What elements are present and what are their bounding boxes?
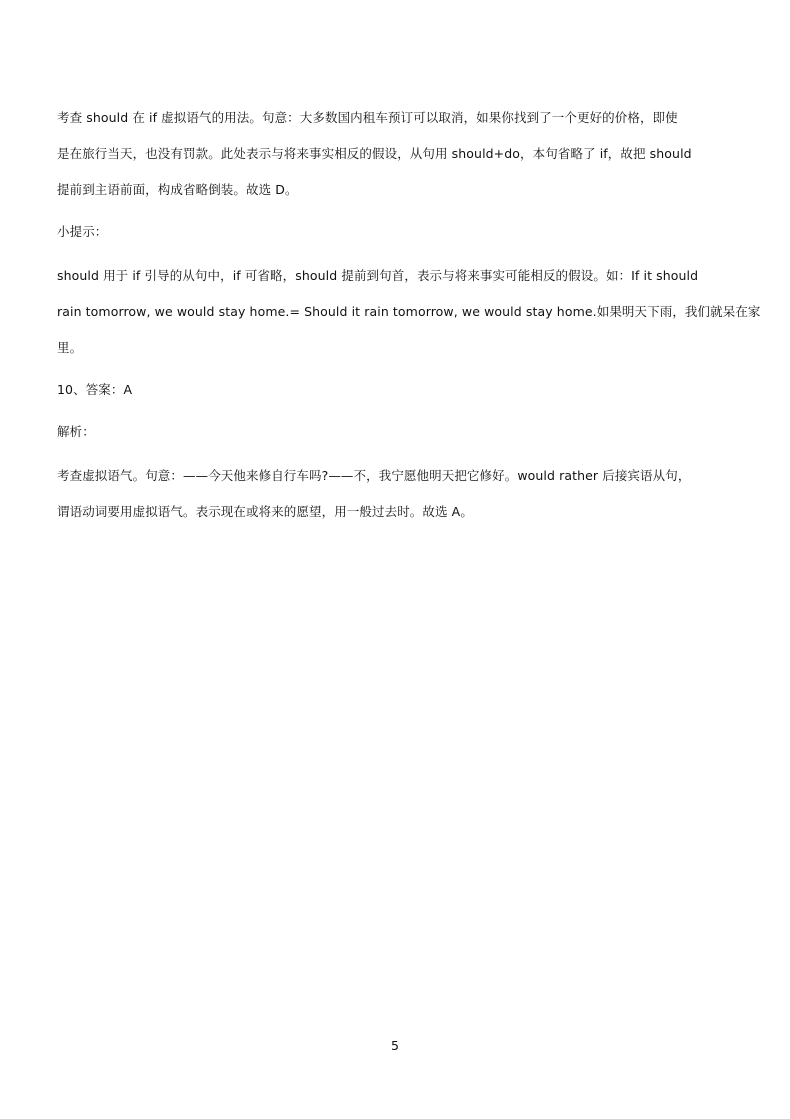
tip-heading: 小提示： <box>57 224 108 239</box>
tip-paragraph <box>57 266 761 358</box>
explanation-paragraph <box>57 108 735 200</box>
paragraph-line-1: 考查 should 在 if 虚拟语气的用法。句意：大多数国内租车预订可以取消，如果你找到了一个更好的价格，即使 <box>57 110 678 125</box>
tip-line-2: rain tomorrow, we would stay home.= Should it rain tomorrow, we would stay home.如果明天下雨，我们就呆在家 <box>57 304 761 319</box>
analysis-line-1: 考查虚拟语气。句意：——今天他来修自行车吗?——不，我宁愿他明天把它修好。would rather 后接宾语从句， <box>57 468 691 483</box>
analysis-paragraph <box>57 466 735 522</box>
tip-line-3: 里。 <box>57 340 83 355</box>
tip-line-1: should 用于 if 引导的从句中，if 可省略，should 提前到句首，表示与将来事实可能相反的假设。如：If it should <box>57 268 699 283</box>
paragraph-line-3: 提前到主语前面，构成省略倒装。故选 D。 <box>57 182 298 197</box>
analysis-line-2: 谓语动词要用虚拟语气。表示现在或将来的愿望，用一般过去时。故选 A。 <box>57 504 473 519</box>
page-content <box>57 108 761 522</box>
analysis-heading: 解析： <box>57 424 95 439</box>
paragraph-line-2: 是在旅行当天，也没有罚款。此处表示与将来事实相反的假设，从句用 should+do，本句省略了 if，故把 should <box>57 146 692 161</box>
page-number: 5 <box>391 1038 399 1053</box>
answer-label: 10、答案：A <box>57 382 133 397</box>
